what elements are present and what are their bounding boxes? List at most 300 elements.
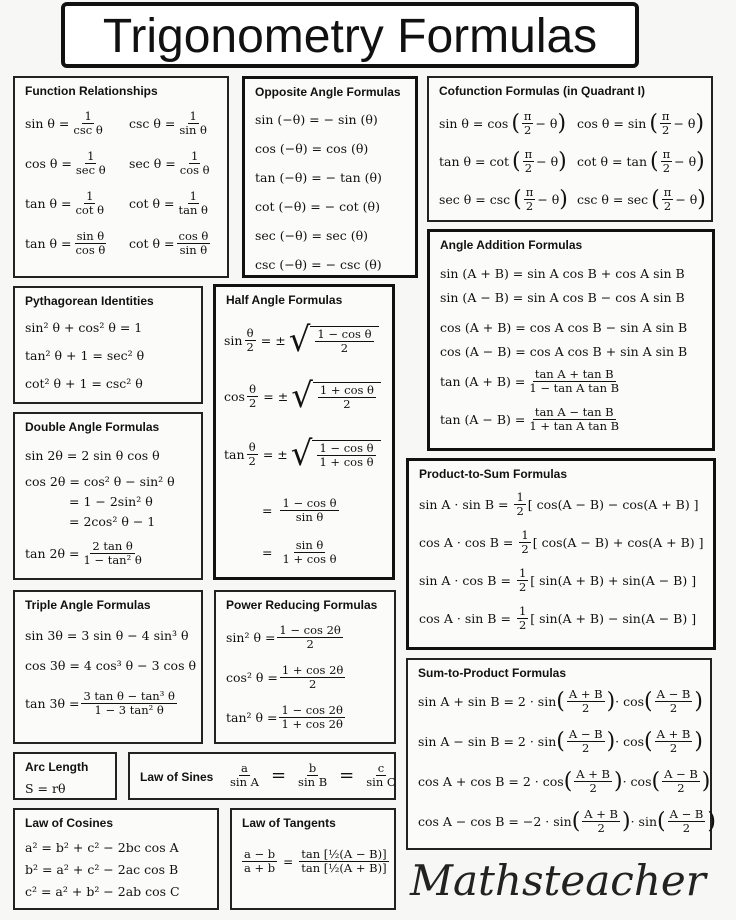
double-angle-box bbox=[13, 412, 203, 580]
denominator: sec θ bbox=[75, 163, 106, 177]
section-title: Half Angle Formulas bbox=[226, 293, 343, 307]
formula-text: cos 3θ = 4 cos³ θ − 3 cos θ bbox=[25, 658, 196, 673]
formula-line bbox=[255, 228, 368, 243]
symbol: ( bbox=[511, 111, 520, 136]
formula-text: [ cos(A − B) + cos(A + B) ] bbox=[532, 535, 704, 550]
symbol: ) bbox=[559, 187, 568, 212]
product-to-sum-box bbox=[406, 458, 716, 650]
title-box bbox=[61, 2, 639, 68]
formula-text: cos A · cos B = bbox=[419, 535, 514, 550]
denominator: 2 bbox=[663, 199, 672, 213]
denominator: cos θ bbox=[75, 243, 106, 257]
denominator: 2 bbox=[518, 618, 527, 632]
formula-text: csc θ = bbox=[129, 116, 176, 131]
numerator: 1 bbox=[87, 149, 95, 163]
section-title: Sum-to-Product Formulas bbox=[418, 666, 567, 680]
fraction bbox=[662, 768, 700, 795]
formula-text: · cos bbox=[615, 734, 645, 749]
section-title: Function Relationships bbox=[25, 84, 158, 98]
numerator: θ bbox=[248, 439, 256, 454]
formula-text: sin A · sin B = bbox=[419, 497, 509, 512]
law-of-sines-formula: $\frac{a}{\text{sin A}}$ = $\frac{b}{\text{sin B}}$ = $\frac{c}{\text{sin C}}$ bbox=[230, 761, 396, 789]
denominator: 2 bbox=[582, 741, 590, 755]
formula-line bbox=[440, 368, 623, 395]
formula-line bbox=[25, 540, 146, 567]
numerator: sin θ bbox=[295, 538, 324, 552]
fraction: $\frac{a}{\text{sin A}}$ bbox=[230, 761, 259, 789]
symbol: ( bbox=[657, 809, 666, 834]
formula-line bbox=[224, 376, 381, 416]
fraction bbox=[574, 768, 612, 795]
formula-text: tan (−θ) = − tan (θ) bbox=[255, 170, 382, 185]
formula-text: − θ bbox=[536, 154, 559, 169]
formula-line bbox=[25, 348, 144, 363]
formula-text: sin θ = cos bbox=[439, 116, 509, 131]
symbol: ( bbox=[556, 729, 565, 754]
formula-text: cos (−θ) = cos (θ) bbox=[255, 141, 369, 156]
formula-text: cos bbox=[224, 388, 245, 404]
formula-line bbox=[418, 688, 703, 715]
pythagorean-box bbox=[13, 286, 203, 404]
section-title: Law of Cosines bbox=[25, 816, 114, 830]
fraction bbox=[514, 491, 525, 518]
formula-text: sin 3θ = 3 sin θ − 4 sin³ θ bbox=[25, 628, 189, 643]
formula-text: cos A · sin B = bbox=[419, 611, 511, 626]
formula-text: cot θ = bbox=[129, 196, 175, 211]
fraction bbox=[523, 148, 535, 175]
numerator: 3 tan θ − tan³ θ bbox=[83, 689, 175, 703]
denominator: 2 bbox=[248, 395, 257, 410]
denominator: 2 bbox=[524, 123, 532, 137]
formula-line bbox=[439, 110, 566, 137]
angle-addition-box bbox=[427, 229, 715, 451]
fraction bbox=[280, 664, 345, 691]
formula-line bbox=[255, 170, 382, 185]
symbol: ( bbox=[644, 729, 653, 754]
denominator: 2 bbox=[669, 741, 678, 755]
formula-line bbox=[439, 148, 567, 175]
formula-text: · sin bbox=[630, 814, 658, 829]
formula-line bbox=[25, 110, 107, 137]
formula-text: tan 2θ = bbox=[25, 546, 80, 561]
denominator: cos θ bbox=[179, 163, 210, 177]
formula-line bbox=[25, 150, 110, 177]
law-of-tangents-formula: $\frac{a - b}{a + b}$ = $\frac{\text{tan [½(A − B)]}}{\text{tan [½(A + B)]}}$ bbox=[244, 847, 387, 875]
section-title: Pythagorean Identities bbox=[25, 294, 154, 308]
formula-text: sec (−θ) = sec (θ) bbox=[255, 228, 369, 243]
formula-line bbox=[419, 605, 696, 632]
symbol: ) bbox=[701, 769, 711, 794]
formula-text: csc θ = sec bbox=[577, 192, 649, 207]
numerator: θ bbox=[246, 325, 254, 340]
formula-text: sin A + sin B = 2 · sin bbox=[418, 694, 557, 709]
symbol: ) bbox=[694, 729, 703, 754]
formula-line bbox=[255, 199, 380, 214]
formula-text: csc (−θ) = − csc (θ) bbox=[255, 257, 382, 272]
symbol: ) bbox=[696, 149, 705, 174]
formula-text: = bbox=[262, 545, 273, 560]
formula-line bbox=[25, 320, 142, 335]
fraction bbox=[73, 230, 107, 257]
fraction: $\frac{a - b}{a + b}$ bbox=[244, 847, 276, 875]
formula-line bbox=[418, 768, 710, 795]
denominator: tan θ bbox=[178, 203, 208, 217]
mathsteacher-logo: Mathsteacher bbox=[410, 856, 706, 905]
fraction bbox=[318, 384, 376, 411]
symbol: ) bbox=[558, 149, 567, 174]
formula-line bbox=[129, 110, 211, 137]
formula-text: sec θ = bbox=[129, 156, 176, 171]
symbol: √ bbox=[291, 376, 313, 416]
denominator: 1 + tan A tan B bbox=[529, 419, 620, 433]
numerator: π bbox=[661, 109, 670, 123]
formula-line bbox=[262, 539, 341, 566]
denominator: 2 bbox=[597, 821, 605, 835]
fraction bbox=[661, 148, 673, 175]
formula-line bbox=[25, 230, 109, 257]
formula-text: cos A − cos B = −2 · sin bbox=[418, 814, 572, 829]
formula-line bbox=[440, 406, 623, 433]
fraction bbox=[177, 190, 210, 217]
denominator: sin θ bbox=[179, 243, 208, 257]
formula-text: sin (−θ) = − sin (θ) bbox=[255, 112, 378, 127]
formula-line bbox=[69, 494, 153, 509]
fraction bbox=[524, 186, 536, 213]
section-title: Law of Tangents bbox=[242, 816, 336, 830]
formula-text: cot (−θ) = − cot (θ) bbox=[255, 199, 380, 214]
formula-text: = bbox=[262, 503, 273, 518]
denominator: 1 + cos θ bbox=[319, 454, 374, 469]
symbol: ) bbox=[614, 769, 623, 794]
formula-line bbox=[129, 230, 212, 257]
denominator: 1 − 3 tan² θ bbox=[94, 703, 164, 717]
formula-line bbox=[25, 448, 160, 463]
formula-line bbox=[226, 704, 347, 731]
numerator: 1 bbox=[86, 189, 94, 203]
formula-line bbox=[440, 320, 687, 335]
fraction bbox=[81, 690, 176, 717]
formula-text: = 1 − 2sin² θ bbox=[69, 494, 153, 509]
formula-text: sin (A − B) = sin A cos B − cos A sin B bbox=[440, 290, 685, 305]
formula-line bbox=[419, 567, 696, 594]
numerator: 1 − cos θ bbox=[319, 440, 374, 455]
formula-text: c² = a² + b² − 2ab cos C bbox=[25, 884, 180, 899]
formula-text: [ sin(A + B) + sin(A − B) ] bbox=[530, 573, 697, 588]
numerator: A + B bbox=[576, 767, 610, 781]
section-title: Power Reducing Formulas bbox=[226, 598, 378, 612]
fraction bbox=[280, 539, 338, 566]
law-of-sines-box bbox=[128, 752, 396, 800]
fraction bbox=[660, 110, 672, 137]
formula-text: tan 3θ = bbox=[25, 696, 80, 711]
formula-line bbox=[255, 257, 382, 272]
sum-to-product-box bbox=[406, 658, 716, 850]
formula-line bbox=[255, 141, 368, 156]
section-title: Product-to-Sum Formulas bbox=[419, 467, 568, 481]
formula-text: − θ bbox=[537, 192, 560, 207]
numerator: π bbox=[662, 147, 671, 161]
symbol: ( bbox=[650, 149, 659, 174]
formula-line bbox=[255, 112, 378, 127]
denominator: csc θ bbox=[73, 123, 103, 137]
fraction bbox=[277, 624, 342, 651]
formula-text: sin 2θ = 2 sin θ cos θ bbox=[25, 448, 160, 463]
triple-angle-box bbox=[13, 590, 203, 744]
numerator: 1 bbox=[191, 149, 199, 163]
formula-line bbox=[419, 491, 699, 518]
law-of-cosines-box bbox=[13, 808, 219, 910]
symbol: √ bbox=[290, 434, 313, 474]
numerator: A + B bbox=[584, 807, 618, 821]
opposite-angle-box bbox=[242, 76, 418, 278]
formula-text: tan² θ = bbox=[226, 710, 278, 725]
formula-line bbox=[226, 624, 345, 651]
fraction bbox=[177, 230, 211, 257]
numerator: π bbox=[663, 185, 672, 199]
denominator: 2 bbox=[682, 821, 691, 835]
formula-text: cos A + cos B = 2 · cos bbox=[418, 774, 564, 789]
symbol: ( bbox=[563, 769, 573, 794]
formula-line bbox=[129, 190, 212, 217]
formula-text: cos 2θ = cos² θ − sin² θ bbox=[25, 474, 175, 489]
fraction bbox=[527, 406, 621, 433]
fraction bbox=[527, 368, 621, 395]
symbol: ( bbox=[513, 187, 522, 212]
formula-text: cos θ = bbox=[25, 156, 72, 171]
numerator: A − B bbox=[656, 687, 691, 701]
denominator: sin θ bbox=[179, 123, 207, 137]
numerator: 1 bbox=[518, 566, 527, 580]
formula-text: sec θ = csc bbox=[439, 192, 511, 207]
numerator: 1 − cos θ bbox=[317, 326, 372, 341]
denominator: cot θ bbox=[75, 203, 105, 217]
radicand bbox=[310, 326, 378, 355]
symbol: ) bbox=[557, 111, 567, 136]
fraction bbox=[73, 190, 106, 217]
fraction bbox=[662, 186, 674, 213]
formula-line bbox=[224, 320, 379, 360]
denominator: 2 bbox=[669, 701, 678, 715]
formula-text: cos² θ = bbox=[226, 670, 278, 685]
symbol: ( bbox=[651, 187, 660, 212]
symbol: ( bbox=[512, 149, 521, 174]
fraction bbox=[668, 808, 706, 835]
numerator: A − B bbox=[664, 767, 698, 781]
denominator: 2 bbox=[521, 542, 529, 556]
formula-text: sin² θ + cos² θ = 1 bbox=[25, 320, 143, 335]
symbol: ( bbox=[571, 809, 581, 834]
fraction bbox=[177, 110, 209, 137]
denominator: 2 bbox=[589, 781, 597, 795]
formula-line bbox=[25, 474, 175, 489]
formula-text: cos θ = sin bbox=[577, 116, 647, 131]
formula-line bbox=[577, 186, 706, 213]
fraction bbox=[178, 150, 212, 177]
formula-text: sin² θ = bbox=[226, 630, 276, 645]
numerator: A + B bbox=[568, 687, 603, 701]
formula-text: = ± bbox=[263, 388, 289, 404]
section-title: Double Angle Formulas bbox=[25, 420, 160, 434]
denominator: 2 bbox=[518, 580, 527, 594]
numerator: 1 bbox=[189, 189, 197, 203]
formula-line bbox=[25, 690, 179, 717]
cofunction-box bbox=[427, 76, 713, 222]
denominator: 2 bbox=[525, 199, 534, 213]
numerator: 1 + cos θ bbox=[319, 382, 374, 397]
numerator: 1 − cos 2θ bbox=[281, 703, 343, 717]
symbol: ( bbox=[651, 769, 661, 794]
formula-text: sin A − sin B = 2 · sin bbox=[418, 734, 557, 749]
formula-text: sin (A + B) = sin A cos B + cos A sin B bbox=[440, 266, 685, 281]
formula-line bbox=[577, 110, 704, 137]
half-angle-box bbox=[213, 284, 395, 580]
formula-text: − θ bbox=[674, 154, 697, 169]
page-title: Trigonometry Formulas bbox=[102, 10, 598, 63]
fraction bbox=[247, 441, 258, 468]
formula-text: sin θ = bbox=[25, 116, 70, 131]
formula-line bbox=[25, 628, 189, 643]
formula-text: tan (A − B) = bbox=[440, 412, 526, 427]
numerator: 1 bbox=[516, 490, 524, 504]
square-root bbox=[290, 434, 381, 474]
formula-line bbox=[25, 884, 180, 899]
symbol: ) bbox=[606, 729, 616, 754]
fraction: $\frac{c}{\text{sin C}}$ bbox=[366, 761, 396, 789]
numerator: A − B bbox=[669, 807, 704, 821]
fraction bbox=[71, 110, 104, 137]
section-title: Triple Angle Formulas bbox=[25, 598, 151, 612]
denominator: 2 bbox=[662, 123, 670, 137]
formula-text: tan (A + B) = bbox=[440, 374, 526, 389]
formula-line bbox=[418, 728, 703, 755]
numerator: 1 bbox=[518, 604, 527, 618]
symbol: ( bbox=[649, 111, 658, 136]
symbol: ) bbox=[622, 809, 631, 834]
power-reducing-box bbox=[214, 590, 396, 744]
formula-line bbox=[69, 514, 155, 529]
numerator: θ bbox=[249, 381, 257, 396]
numerator: π bbox=[525, 185, 534, 199]
denominator: 2 bbox=[582, 701, 590, 715]
formula-line bbox=[418, 808, 716, 835]
denominator: 2 bbox=[340, 340, 349, 355]
formula-text: = 2cos² θ − 1 bbox=[69, 514, 156, 529]
symbol: ) bbox=[697, 187, 706, 212]
formula-line bbox=[25, 376, 143, 391]
formula-line bbox=[440, 266, 685, 281]
denominator: 2 bbox=[306, 637, 314, 651]
denominator: 2 bbox=[308, 677, 317, 691]
numerator: A − B bbox=[568, 727, 603, 741]
fraction bbox=[567, 728, 605, 755]
formula-text: tan² θ + 1 = sec² θ bbox=[25, 348, 145, 363]
fraction bbox=[655, 688, 693, 715]
formula-text: cot² θ + 1 = csc² θ bbox=[25, 376, 143, 391]
formula-line bbox=[439, 186, 568, 213]
numerator: 1 bbox=[521, 528, 529, 542]
formula-text: a² = b² + c² − 2bc cos A bbox=[25, 840, 179, 855]
fraction bbox=[567, 688, 605, 715]
fraction bbox=[522, 110, 534, 137]
formula-text: cot θ = tan bbox=[577, 154, 647, 169]
denominator: 1 − tan A tan B bbox=[529, 381, 620, 395]
formula-text: tan θ = bbox=[25, 196, 72, 211]
symbol: ( bbox=[644, 689, 653, 714]
formula-text: tan bbox=[224, 446, 245, 462]
fraction bbox=[655, 728, 693, 755]
formula-text: tan θ = cot bbox=[439, 154, 509, 169]
fraction bbox=[519, 529, 530, 556]
fraction: $\frac{b}{\text{sin B}}$ bbox=[298, 761, 328, 789]
formula-text: tan θ = bbox=[25, 236, 72, 251]
section-title: Cofunction Formulas (in Quadrant I) bbox=[439, 84, 645, 98]
formula-text: [ cos(A − B) − cos(A + B) ] bbox=[527, 497, 699, 512]
formula-text: sin A · cos B = bbox=[419, 573, 511, 588]
formula-text: cot θ = bbox=[129, 236, 175, 251]
section-title: Arc Length bbox=[25, 760, 89, 774]
formula-line bbox=[25, 658, 196, 673]
formula-text: − θ bbox=[535, 116, 558, 131]
formula-line bbox=[224, 434, 381, 474]
formula-text: cos (A − B) = cos A cos B + sin A sin B bbox=[440, 344, 688, 359]
symbol: ( bbox=[556, 689, 565, 714]
section-title: Angle Addition Formulas bbox=[440, 238, 583, 252]
square-root bbox=[288, 320, 379, 360]
formula-line bbox=[129, 150, 214, 177]
denominator: 1 + cos 2θ bbox=[281, 717, 343, 731]
fraction bbox=[517, 567, 528, 594]
numerator: 2 tan θ bbox=[92, 539, 133, 553]
formula-line bbox=[262, 497, 341, 524]
fraction bbox=[317, 442, 375, 469]
denominator: 2 bbox=[246, 339, 254, 354]
formula-text: [ sin(A + B) − sin(A − B) ] bbox=[530, 611, 697, 626]
formula-text: cos (A + B) = cos A cos B − sin A sin B bbox=[440, 320, 688, 335]
formula-text: · cos bbox=[622, 774, 652, 789]
denominator: 2 bbox=[343, 396, 351, 411]
symbol: ) bbox=[695, 111, 705, 136]
formula-line bbox=[25, 190, 108, 217]
fraction bbox=[582, 808, 620, 835]
numerator: 1 bbox=[84, 109, 92, 123]
radicand bbox=[312, 440, 380, 469]
denominator: 2 bbox=[516, 504, 524, 518]
section-title: Opposite Angle Formulas bbox=[255, 85, 401, 99]
formula-text: sin bbox=[224, 332, 243, 348]
fraction bbox=[279, 704, 344, 731]
numerator: cos θ bbox=[178, 229, 209, 243]
fraction bbox=[74, 150, 108, 177]
denominator: 2 bbox=[524, 161, 533, 175]
formula-line bbox=[25, 840, 179, 855]
symbol: √ bbox=[288, 320, 311, 360]
law-of-tangents-box bbox=[230, 808, 396, 910]
numerator: 1 − cos θ bbox=[282, 496, 337, 510]
function-relationships-box bbox=[13, 76, 229, 278]
formula-line bbox=[25, 862, 178, 877]
symbol: ) bbox=[606, 689, 616, 714]
formula-text: − θ bbox=[675, 192, 698, 207]
square-root bbox=[291, 376, 381, 416]
fraction bbox=[517, 605, 528, 632]
formula-line bbox=[577, 148, 705, 175]
symbol: ) bbox=[707, 809, 716, 834]
numerator: 1 bbox=[189, 109, 197, 123]
fraction: $\frac{\text{tan [½(A − B)]}}{\text{tan [½(A + B)]}}$ bbox=[301, 847, 387, 875]
numerator: sin θ bbox=[76, 229, 105, 243]
numerator: 1 − cos 2θ bbox=[279, 623, 341, 637]
radicand bbox=[313, 382, 381, 411]
